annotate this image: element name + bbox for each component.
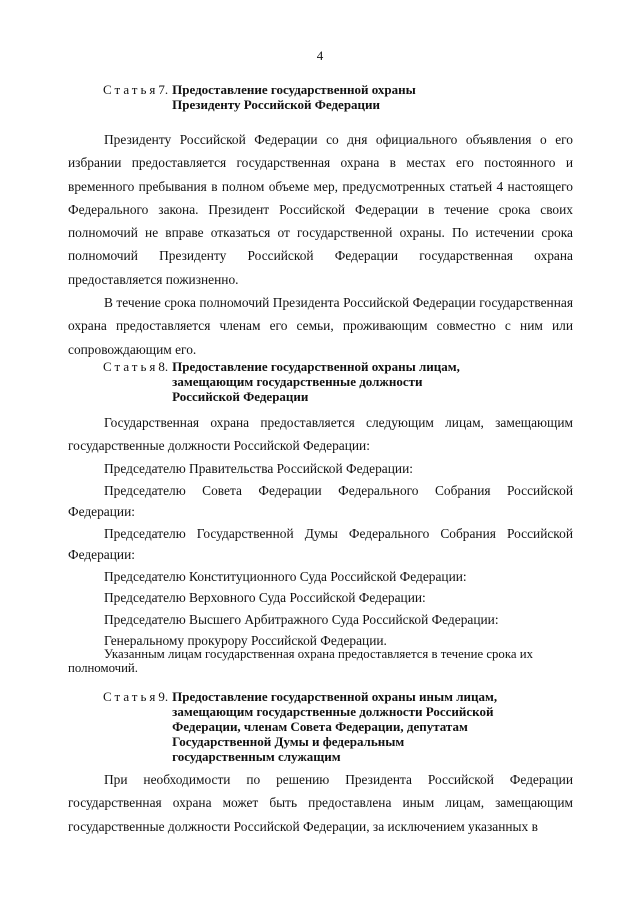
article-9-paragraph: При необходимости по решению Президента Российской Федерации государственная охрана может быть предоставлена иным лицам, замещающим государственные должности Российской Федерации, за исключением указанных в xyxy=(68,772,573,834)
article-8-item-6: Председателю Высшего Арбитражного Суда Российской Федерации: xyxy=(104,611,499,627)
page-number: 4 xyxy=(316,48,324,63)
article-9-body xyxy=(68,768,573,838)
article-7-number: 7. xyxy=(158,82,169,97)
article-8-intro-paragraph: Государственная охрана предоставляется следующим лицам, замещающим государственные должности Российской Федерации: xyxy=(68,415,573,454)
article-7-paragraph-2: В течение срока полномочий Президента Российской Федерации государственная охрана предоставляется членам его семьи, проживающим совместно с ним или сопровождающим его. xyxy=(68,295,573,357)
article-9-title: Предоставление государственной охраны иным лицам, замещающим государственные должности Российской Федерации, членам Совета Федерации, депутатам Государственной Думы и федеральным государственным служащим xyxy=(172,689,498,764)
article-7-title: Предоставление государственной охраны Президенту Российской Федерации xyxy=(172,82,416,112)
article-7-paragraph-1: Президенту Российской Федерации со дня официального объявления о его избрании предоставляется государственная охрана в местах его постоянного и временного пребывания в полном объеме мер, предусмотренных статьей 4 настоящего Федерального закона. Президент Российской Федерации в течение срока своих полномочий не вправе отказаться от государственной охраны. По истечении срока полномочий Президенту Российской Федерации государственная охрана предоставляется пожизненно. xyxy=(68,132,573,287)
article-8-item-7: Генеральному прокурору Российской Федерации. xyxy=(104,633,387,648)
article-8-title: Предоставление государственной охраны лицам, замещающим государственные должности Российской Федерации xyxy=(172,359,460,404)
article-8-closing xyxy=(68,647,573,675)
article-8-list xyxy=(68,458,573,652)
article-8-item-2: Председателю Совета Федерации Федерального Собрания Российской Федерации: xyxy=(68,482,573,519)
article-9-number: 9. xyxy=(158,689,169,704)
article-9-label: Статья xyxy=(103,689,159,704)
article-8-intro xyxy=(68,411,573,458)
article-7-body xyxy=(68,128,573,361)
article-8-label: Статья xyxy=(103,359,159,374)
article-8-closing-paragraph: Указанным лицам государственная охрана предоставляется в течение срока их полномочий. xyxy=(68,647,533,675)
article-9-heading xyxy=(103,689,497,764)
article-8-item-5: Председателю Верховного Суда Российской Федерации: xyxy=(104,590,426,605)
article-7-heading xyxy=(103,82,416,112)
article-8-heading xyxy=(103,359,460,404)
article-8-item-4: Председателю Конституционного Суда Российской Федерации: xyxy=(104,568,467,584)
article-8-item-1: Председателю Правительства Российской Федерации: xyxy=(104,461,413,476)
article-8-number: 8. xyxy=(158,359,169,374)
article-8-item-3: Председателю Государственной Думы Федерального Собрания Российской Федерации: xyxy=(68,525,573,562)
article-7-label: Статья xyxy=(103,82,159,97)
